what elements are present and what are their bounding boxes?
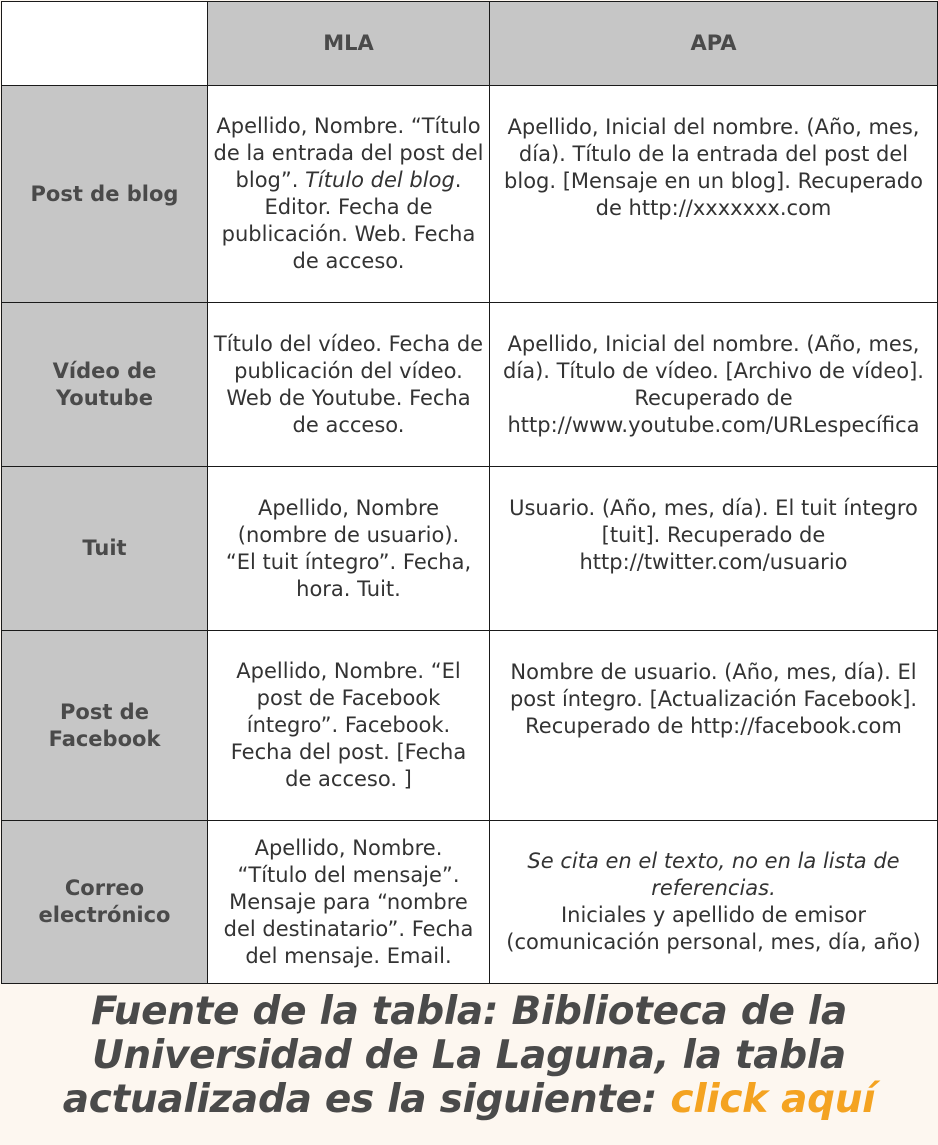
table-row	[2, 86, 938, 303]
row-label-email: Correo electrónico	[2, 821, 208, 984]
cell-mla-blog	[208, 86, 490, 303]
cell-apa-tuit	[490, 467, 938, 631]
caption-line-3	[0, 1078, 938, 1122]
header-mla: MLA	[208, 2, 490, 86]
table-row	[2, 631, 938, 821]
apa-email-text: Iniciales y apellido de emisor (comunicación personal, mes, día, año)	[506, 903, 921, 954]
cell-mla-tuit	[208, 467, 490, 631]
cell-apa-email	[490, 821, 938, 984]
apa-tuit-text: Usuario. (Año, mes, día). El tuit íntegro [tuit]. Recuperado de http://twitter.com/usuario	[509, 496, 918, 574]
table-row	[2, 467, 938, 631]
table-header-row	[2, 2, 938, 86]
mla-email-text: Apellido, Nombre. “Título del mensaje”. Mensaje para “nombre del destinatario”. Fecha del mensaje. Email.	[223, 835, 474, 968]
apa-blog-text: Apellido, Inicial del nombre. (Año, mes, día). Título de la entrada del post del blog. [Mensaje en un blog]. Recuperado de http://xxxxxxx.com	[504, 115, 923, 220]
mla-facebook-text: Apellido, Nombre. “El post de Facebook íntegro”. Facebook. Fecha del post. [Fecha de acceso. ]	[230, 659, 467, 791]
row-label-tuit: Tuit	[2, 467, 208, 631]
cell-apa-blog	[490, 86, 938, 303]
caption-line-1: Fuente de la tabla: Biblioteca de la	[91, 989, 847, 1034]
header-apa: APA	[490, 2, 938, 86]
apa-email-italic: Se cita en el texto, no en la lista de referencias.	[527, 849, 900, 900]
cell-apa-youtube	[490, 303, 938, 467]
cell-mla-facebook	[208, 631, 490, 821]
row-label-youtube: Vídeo de Youtube	[2, 303, 208, 467]
mla-tuit-text: Apellido, Nombre (nombre de usuario). “El tuit íntegro”. Fecha, hora. Tuit.	[225, 495, 472, 601]
caption-line-2: Universidad de La Laguna, la tabla	[92, 1033, 846, 1078]
cell-mla-youtube	[208, 303, 490, 467]
source-caption	[0, 990, 938, 1122]
apa-facebook-text: Nombre de usuario. (Año, mes, día). El post íntegro. [Actualización Facebook]. Recuperado de http://facebook.com	[509, 660, 918, 738]
click-here-link[interactable]: click aquí	[670, 1077, 876, 1122]
mla-blog-text: Apellido, Nombre. “Título de la entrada del post del blog”.	[213, 114, 484, 192]
apa-youtube-text: Apellido, Inicial del nombre. (Año, mes, día). Título de vídeo. [Archivo de vídeo]. Recuperado de http://www.youtube.com/URLespecífica	[503, 331, 924, 437]
caption-line-3-text: actualizada es la siguiente:	[62, 1077, 658, 1122]
cell-apa-facebook	[490, 631, 938, 821]
citation-table	[1, 1, 938, 984]
table-row	[2, 303, 938, 467]
mla-blog-italic: Título del blog	[305, 168, 455, 192]
cell-mla-email	[208, 821, 490, 984]
mla-blog-text-end: . Editor. Fecha de publicación. Web. Fecha de acceso.	[221, 168, 476, 273]
mla-youtube-text: Título del vídeo. Fecha de publicación del vídeo. Web de Youtube. Fecha de acceso.	[213, 331, 484, 437]
row-label-facebook: Post de Facebook	[2, 631, 208, 821]
header-corner-cell	[2, 2, 208, 86]
table-row	[2, 821, 938, 984]
row-label-blog: Post de blog	[2, 86, 208, 303]
